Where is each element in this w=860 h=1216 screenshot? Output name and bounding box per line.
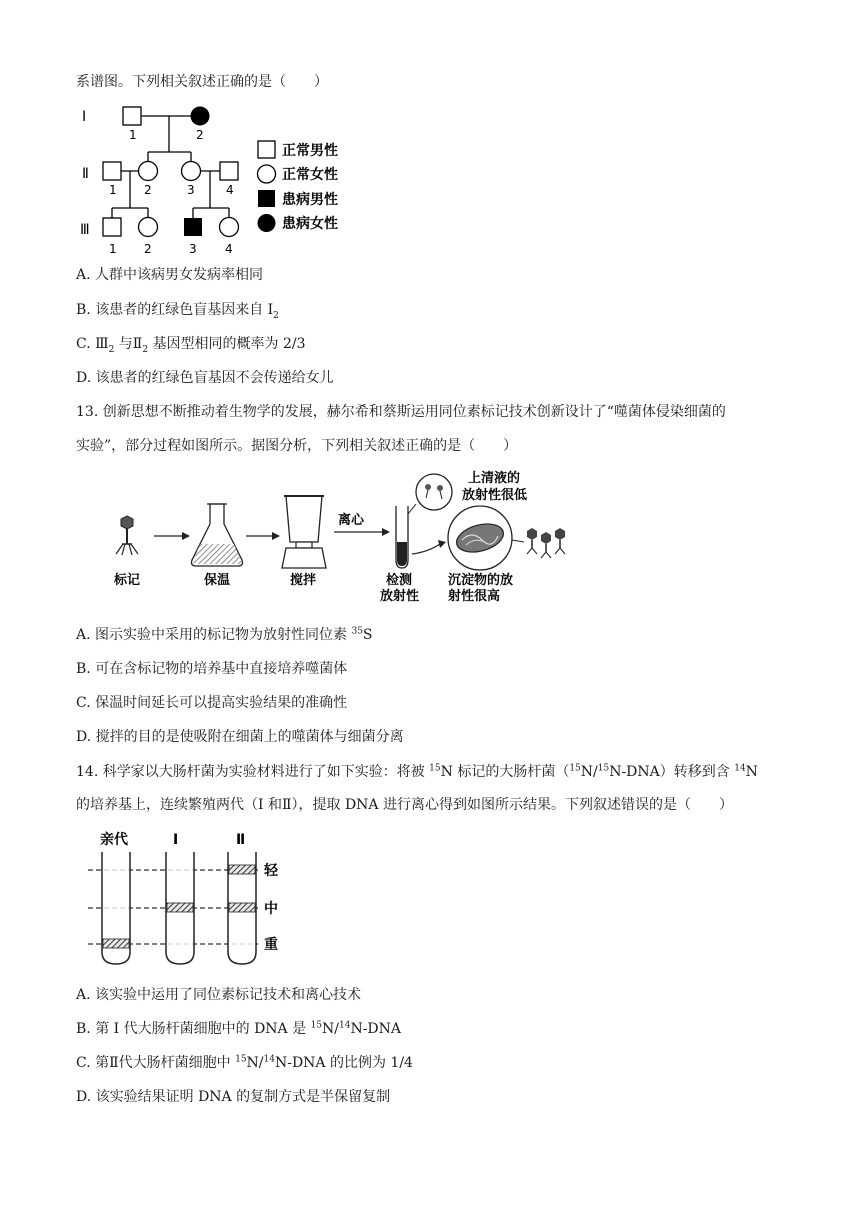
- supernatant-circle: [408, 474, 452, 514]
- col-label-gen2: Ⅱ: [236, 832, 246, 848]
- q14-option-b: B. 第 I 代大肠杆菌细胞中的 DNA 是 $^{15}$N/$^{14}$N-DNA: [76, 1020, 402, 1037]
- band-label-light: 轻: [264, 863, 278, 879]
- blender-icon: [282, 496, 326, 568]
- pedigree-chart: [76, 98, 356, 262]
- step-label-stir: 搅拌: [290, 573, 317, 588]
- band-gen1-middle: [167, 903, 193, 912]
- q14-option-a: A. 该实验中运用了同位素标记技术和离心技术: [76, 987, 362, 1003]
- q14-option-c: C. 第Ⅱ代大肠杆菌细胞中 $^{15}$N/$^{14}$N-DNA 的比例为 1/4: [76, 1054, 413, 1071]
- q12-option-d: D. 该患者的红绿色盲基因不会传递给女儿: [76, 370, 334, 386]
- incubation-flask-icon: [192, 504, 243, 566]
- gen-label-2: Ⅱ: [82, 166, 89, 182]
- supernatant-label-2: 放射性很低: [462, 488, 528, 503]
- step-label-mark: 标记: [114, 573, 141, 588]
- q13-option-a: A. 图示实验中采用的标记物为放射性同位素 $^{35}$S: [76, 626, 373, 643]
- legend-affected-female-icon: [258, 214, 276, 232]
- iii3-affected-male: [184, 218, 202, 236]
- phage-experiment-diagram: [100, 464, 580, 614]
- legend-affected-female: 患病女性: [282, 216, 338, 232]
- band-gen2-middle: [229, 903, 255, 912]
- detect-label-2: 放射性: [380, 589, 420, 604]
- band-label-heavy: 重: [264, 937, 278, 953]
- i2-affected-female: [191, 107, 210, 126]
- gen-label-1: Ⅰ: [82, 109, 87, 125]
- i2-number: 2: [196, 128, 204, 142]
- band-gen2-light: [229, 865, 255, 874]
- iii4-normal-female: [220, 218, 239, 237]
- ii2-normal-female: [139, 162, 158, 181]
- gen-label-3: Ⅲ: [80, 222, 90, 238]
- band-label-middle: 中: [264, 901, 278, 917]
- ii4-number: 4: [226, 183, 234, 197]
- centrifuge-label: 离心: [338, 513, 365, 528]
- step-label-incubate: 保温: [204, 573, 231, 588]
- iii1-normal-male: [103, 218, 121, 236]
- iii4-number: 4: [225, 242, 233, 256]
- ii4-normal-male: [220, 162, 238, 180]
- q13-stem-line2: 实验”，部分过程如图所示。据图分析，下列相关叙述正确的是（ ）: [76, 438, 518, 454]
- i1-normal-male: [123, 107, 141, 125]
- labeled-phage-icon: [116, 516, 138, 555]
- dna-centrifuge-diagram: [84, 828, 304, 972]
- ii3-normal-female: [182, 162, 201, 181]
- legend-affected-male: 患病男性: [282, 192, 338, 208]
- supernatant-label-1: 上清液的: [468, 471, 521, 486]
- ii1-normal-male: [103, 162, 121, 180]
- ii2-number: 2: [144, 183, 152, 197]
- legend-normal-female: 正常女性: [282, 167, 338, 183]
- sediment-label-1: 沉淀物的放: [448, 573, 514, 588]
- ii1-number: 1: [109, 183, 117, 197]
- i1-number: 1: [129, 128, 137, 142]
- q14-stem-line2: 的培养基上，连续繁殖两代（I 和Ⅱ），提取 DNA 进行离心得到如图所示结果。下列叙述错误的是（ ）: [76, 797, 733, 813]
- q13-option-d: D. 搅拌的目的是使吸附在细菌上的噬菌体与细菌分离: [76, 729, 404, 745]
- q13-option-c: C. 保温时间延长可以提高实验结果的准确性: [76, 695, 348, 711]
- iii1-number: 1: [109, 242, 117, 256]
- q12-option-a: A. 人群中该病男女发病率相同: [76, 267, 264, 283]
- col-label-parent: 亲代: [100, 832, 128, 848]
- ii3-number: 3: [187, 183, 195, 197]
- legend-affected-male-icon: [258, 190, 275, 207]
- q13-stem-line1: 13. 创新思想不断推动着生物学的发展，赫尔希和蔡斯运用同位素标记技术创新设计了“噬菌体侵染细菌的: [76, 404, 726, 420]
- legend-normal-male: 正常男性: [282, 143, 338, 159]
- sediment-bacterium-circle: [448, 506, 512, 570]
- q14-stem-line1: 14. 科学家以大肠杆菌为实验材料进行了如下实验：将被 $^{15}$N 标记的大肠杆菌（$^{15}$N/$^{15}$N-DNA）转移到含 $^{14}$N: [76, 763, 758, 780]
- q12-option-b: B. 该患者的红绿色盲基因来自 $I_2$: [76, 302, 279, 321]
- progeny-phages-icon: [527, 528, 565, 558]
- legend-normal-female-icon: [258, 165, 276, 183]
- iii2-number: 2: [144, 242, 152, 256]
- iii2-normal-female: [139, 218, 158, 237]
- test-tube-icon: [396, 506, 408, 568]
- q13-option-b: B. 可在含标记物的培养基中直接培养噬菌体: [76, 661, 348, 677]
- q12-stem-tail: 系谱图。下列相关叙述正确的是（ ）: [76, 74, 328, 90]
- col-label-gen1: I: [173, 832, 179, 848]
- sediment-label-2: 射性很高: [448, 589, 501, 604]
- q14-option-d: D. 该实验结果证明 DNA 的复制方式是半保留复制: [76, 1089, 391, 1105]
- iii3-number: 3: [189, 242, 197, 256]
- legend-normal-male-icon: [258, 141, 275, 158]
- detect-label-1: 检测: [386, 573, 413, 588]
- band-parent-heavy: [103, 939, 129, 948]
- q12-option-c: C. $Ⅲ_2$ 与$Ⅱ_2$ 基因型相同的概率为 2/3: [76, 336, 306, 355]
